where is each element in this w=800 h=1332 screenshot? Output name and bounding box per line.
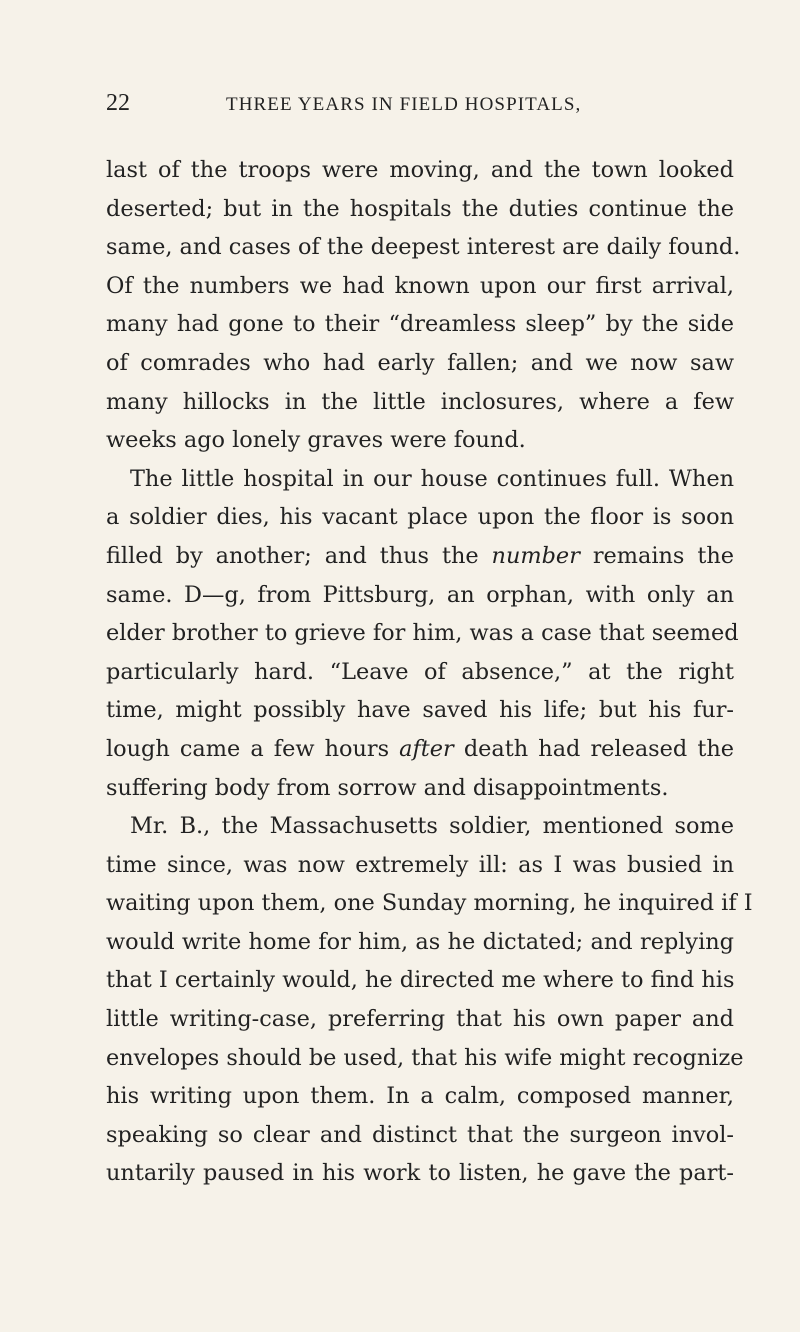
text-line: little writing-case, preferring that his own paper and [106, 1006, 734, 1033]
text-line: time, might possibly have saved his life; but his fur- [106, 697, 734, 724]
text-line: same. D—g, from Pittsburg, an orphan, with only an [106, 581, 734, 608]
italic-word: after [399, 735, 454, 762]
text-line: same, and cases of the deepest interest are daily found. [106, 234, 741, 261]
page-header [106, 90, 706, 130]
text-line: envelopes should be used, that his wife might recognize [106, 1044, 744, 1071]
text-line-with-italic [106, 730, 734, 769]
text-line: that I certainly would, he directed me where to find his [106, 967, 735, 994]
text-line: last of the troops were moving, and the town looked [106, 157, 734, 183]
text-line: untarily paused in his work to listen, he gave the part- [106, 1160, 734, 1187]
text-line: elder brother to grieve for him, was a case that seemed [106, 620, 739, 647]
text-line: Mr. B., the Massachusetts soldier, mentioned some [130, 813, 734, 840]
text-line: particularly hard. “Leave of absence,” at the right [106, 658, 734, 685]
text-line: his writing upon them. In a calm, composed manner, [106, 1083, 734, 1110]
text-line: suffering body from sorrow and disappointments. [106, 774, 669, 801]
text-segment: death had released the [453, 735, 735, 762]
text-line: deserted; but in the hospitals the duties continue the [106, 195, 734, 222]
text-line: weeks ago lonely graves were found. [106, 427, 526, 454]
text-line: many had gone to their “dreamless sleep” by the side [106, 311, 734, 338]
text-line: many hillocks in the little inclosures, where a few [106, 388, 734, 415]
text-segment: lough came a few hours [106, 735, 400, 762]
text-line: speaking so clear and distinct that the surgeon invol- [106, 1121, 734, 1148]
page-number: 22 [106, 90, 130, 116]
text-line: Of the numbers we had known upon our first arrival, [106, 272, 734, 299]
text-line: time since, was now extremely ill: as I was busied in [106, 851, 734, 878]
text-line: of comrades who had early fallen; and we now saw [106, 349, 734, 376]
italic-word: number [491, 542, 580, 569]
text-line-with-italic [106, 537, 734, 576]
text-line: would write home for him, as he dictated; and replying [106, 928, 734, 955]
text-line: The little hospital in our house continues full. When [130, 465, 734, 492]
text-segment: remains the [579, 542, 734, 569]
text-line: waiting upon them, one Sunday morning, he inquired if I [106, 890, 753, 917]
body-text [106, 151, 753, 1193]
text-segment: filled by another; and thus the [106, 542, 492, 569]
running-head: THREE YEARS IN FIELD HOSPITALS, [226, 94, 582, 115]
text-line: a soldier dies, his vacant place upon the floor is soon [106, 504, 734, 531]
